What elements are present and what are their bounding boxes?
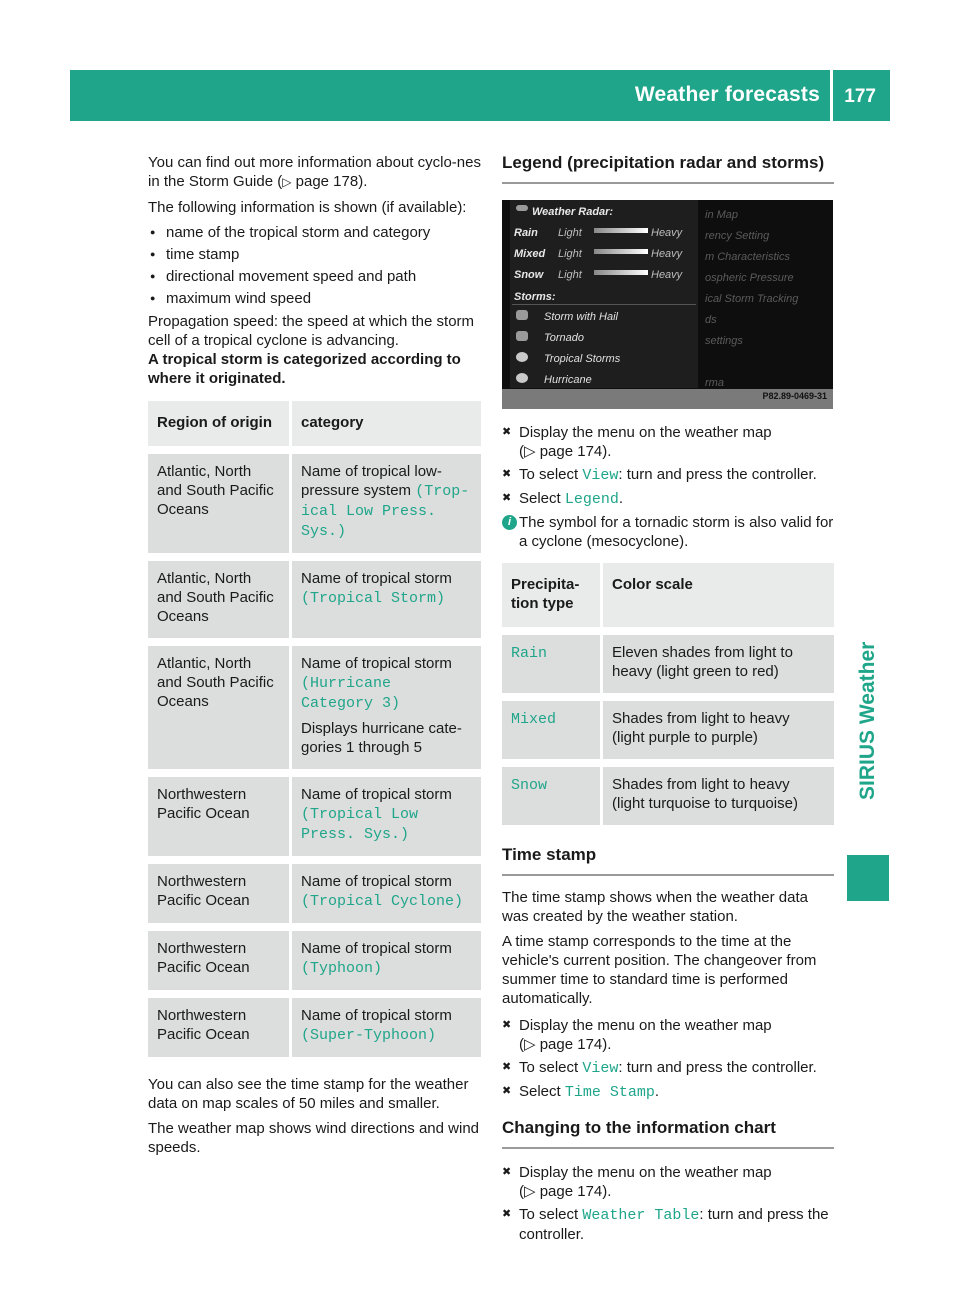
time-stamp-paragraph-2: A time stamp corresponds to the time at the vehicle's current position. The changeover from summer time to standard time is performed automatically. (502, 933, 817, 1007)
screen-storm-hail: Storm with Hail (544, 311, 618, 323)
category-cell (292, 923, 481, 990)
screen-rain-bar (594, 228, 648, 233)
outro-paragraph-2: The weather map shows wind directions and wind speeds. (148, 1120, 480, 1156)
screen-rain-heavy: Heavy (651, 227, 683, 239)
screen-right-item: ical Storm Tracking (705, 293, 799, 305)
step-text: Display the menu on the weather map (519, 1164, 772, 1181)
screen-rain-light: Light (558, 227, 582, 239)
step-page-ref: (▷ page 174). (519, 1036, 612, 1053)
info-chart-heading: Changing to the information chart (502, 1118, 834, 1149)
color-scale-table (502, 563, 834, 825)
step-menu-item: View (582, 1060, 619, 1077)
side-tab-label: SIRIUS Weather (856, 641, 879, 800)
screen-right-item: rency Setting (705, 230, 770, 242)
table-row (148, 856, 481, 923)
category-cell (292, 856, 481, 923)
page-ref-arrow-icon: ▷ (282, 175, 292, 189)
region-cell: Atlantic, North and South Pacific Oceans (148, 446, 292, 553)
instruction-step (502, 465, 834, 485)
weather-radar-screenshot (502, 200, 833, 409)
instruction-step (502, 1163, 834, 1201)
category-text: Name of tropical storm (301, 1007, 452, 1024)
hurricane-icon (516, 373, 528, 383)
info-note (502, 513, 834, 551)
screen-title-icon (516, 205, 528, 211)
page-number: 177 (844, 86, 876, 107)
color-scale-cell: Eleven shades from light to heavy (light green to red) (603, 627, 834, 693)
precip-type-code: Snow (511, 777, 548, 794)
screen-right-item: m Characteristics (705, 251, 790, 263)
step-text-after: : turn and press the controller. (618, 466, 817, 483)
screen-mixed-label: Mixed (514, 248, 546, 260)
bullet-item: ● maximum wind speed (148, 289, 481, 308)
left-column (148, 153, 481, 1163)
category-cell (292, 638, 481, 769)
category-code: (Typhoon) (301, 960, 383, 977)
step-text-after: : turn and press the controller. (618, 1059, 817, 1076)
screen-tropical-storms: Tropical Storms (544, 353, 621, 365)
screen-hurricane: Hurricane (544, 374, 592, 386)
category-text: Name of tropical low-pressure system (301, 463, 442, 499)
color-scale-cell: Shades from light to heavy (light purple to purple) (603, 693, 834, 759)
instruction-step (502, 1016, 834, 1054)
screen-snow-light: Light (558, 269, 582, 281)
precip-type-code: Rain (511, 645, 548, 662)
category-extra: Displays hurricane cate-gories 1 through 5 (301, 720, 462, 756)
step-text-after: . (654, 1083, 660, 1100)
category-code: (Trop‐ ical Low Press. Sys.) (301, 483, 470, 540)
category-code: (Tropical Low Press. Sys.) (301, 806, 419, 843)
bullet-item: ● time stamp (148, 245, 481, 264)
table-row (148, 446, 481, 553)
category-text: Name of tropical storm (301, 570, 452, 587)
category-code: (Super-Typhoon) (301, 1027, 437, 1044)
step-page-ref: (▷ page 174). (519, 443, 612, 460)
step-text: To select (519, 466, 583, 483)
time-stamp-heading: Time stamp (502, 845, 834, 876)
category-text: Name of tropical storm (301, 786, 452, 803)
screen-right-item: settings (705, 335, 743, 347)
region-table (148, 401, 481, 1057)
color-scale-header: Color scale (603, 563, 834, 627)
step-text-after: . (618, 490, 624, 507)
table-row (502, 759, 834, 825)
screen-right-item: rma (705, 377, 724, 389)
time-stamp-paragraph-1: The time stamp shows when the weather data was created by the weather station. (502, 889, 808, 925)
precip-type-cell (502, 693, 603, 759)
page-ref: page 178). (295, 173, 368, 190)
step-text: Display the menu on the weather map (519, 424, 772, 441)
screen-title: Weather Radar: (532, 206, 614, 218)
tropical-storm-icon (516, 352, 528, 362)
storm-hail-icon (516, 310, 528, 320)
category-cell (292, 769, 481, 856)
categorized-paragraph: A tropical storm is categorized according to where it originated. (148, 351, 461, 387)
category-text: Name of tropical storm (301, 873, 452, 890)
region-cell: Northwestern Pacific Ocean (148, 923, 292, 990)
intro-paragraph (148, 153, 481, 192)
region-cell: Atlantic, North and South Pacific Oceans (148, 553, 292, 638)
region-header: Region of origin (148, 401, 292, 446)
precip-type-cell (502, 627, 603, 693)
screen-mixed-light: Light (558, 248, 582, 260)
step-text: Select (519, 1083, 565, 1100)
instruction-step (502, 1205, 834, 1244)
figure-code: P82.89-0469-31 (762, 391, 827, 401)
screen-snow-bar (594, 270, 648, 275)
table-row (148, 769, 481, 856)
header-divider (830, 70, 833, 121)
region-cell: Northwestern Pacific Ocean (148, 856, 292, 923)
step-menu-item: Legend (564, 491, 619, 508)
region-cell: Atlantic, North and South Pacific Oceans (148, 638, 292, 769)
table-row (502, 693, 834, 759)
screen-divider (512, 304, 696, 305)
step-text: Select (519, 490, 565, 507)
page-header (70, 70, 890, 121)
bullet-item: ● directional movement speed and path (148, 267, 481, 286)
step-page-ref: (▷ page 174). (519, 1183, 612, 1200)
step-text: To select (519, 1206, 583, 1223)
instruction-step (502, 1058, 834, 1078)
info-text: The symbol for a tornadic storm is also valid for a cyclone (mesocyclone). (519, 514, 834, 550)
screen-right-item: in Map (705, 209, 739, 221)
screen-right-item: ds (705, 314, 717, 326)
step-text-after: : turn and press the controller. (519, 1206, 829, 1243)
color-scale-cell: Shades from light to heavy (light turquoise to turquoise) (603, 759, 834, 825)
table-row (148, 923, 481, 990)
side-tab (845, 420, 890, 800)
region-cell: Northwestern Pacific Ocean (148, 769, 292, 856)
table-row (502, 627, 834, 693)
category-header: category (292, 401, 481, 446)
category-text: Name of tropical storm (301, 655, 452, 672)
table-row (148, 638, 481, 769)
header-title: Weather forecasts (634, 83, 820, 106)
instruction-step (502, 1082, 834, 1102)
step-menu-item: Time Stamp (564, 1084, 655, 1101)
step-menu-item: Weather Table (582, 1207, 700, 1224)
instruction-step (502, 423, 834, 461)
table-row (148, 553, 481, 638)
screen-snow-label: Snow (514, 269, 544, 281)
screen-storms-title: Storms: (514, 291, 556, 303)
info-shown-paragraph: The following information is shown (if available): (148, 199, 467, 216)
category-code: (Tropical Storm) (301, 590, 446, 607)
step-menu-item: View (582, 467, 619, 484)
bullet-item: ● name of the tropical storm and category (148, 223, 481, 242)
tornado-icon (516, 331, 528, 341)
category-text: Name of tropical storm (301, 940, 452, 957)
precip-type-cell (502, 759, 603, 825)
precip-type-header: Precipita-tion type (502, 563, 603, 627)
screen-right-item: ospheric Pressure (705, 272, 794, 284)
legend-steps (502, 423, 834, 509)
screen-mixed-bar (594, 249, 648, 254)
category-cell (292, 553, 481, 638)
instruction-step (502, 489, 834, 509)
precip-type-code: Mixed (511, 711, 557, 728)
propagation-paragraph: Propagation speed: the speed at which the storm cell of a tropical cyclone is advancing. (148, 313, 475, 349)
right-column (502, 153, 834, 1248)
side-tab-block (847, 855, 889, 901)
screen-tornado: Tornado (544, 332, 584, 344)
step-text: Display the menu on the weather map (519, 1017, 772, 1034)
outro-paragraph-1: You can also see the time stamp for the weather data on map scales of 50 miles and smaller. (148, 1076, 469, 1112)
category-cell (292, 990, 481, 1057)
screen-mixed-heavy: Heavy (651, 248, 683, 260)
info-bullet-list (148, 223, 481, 308)
time-stamp-steps (502, 1016, 834, 1102)
category-cell (292, 446, 481, 553)
region-cell: Northwestern Pacific Ocean (148, 990, 292, 1057)
screen-snow-heavy: Heavy (651, 269, 683, 281)
intro-text: You can find out more information about cyclo-nes in the Storm Guide ( (148, 154, 481, 190)
step-text: To select (519, 1059, 583, 1076)
category-code: (Hurricane Category 3) (301, 675, 401, 712)
table-row (148, 990, 481, 1057)
category-code: (Tropical Cyclone) (301, 893, 464, 910)
info-chart-steps (502, 1163, 834, 1244)
info-icon: i (502, 515, 517, 530)
legend-heading: Legend (precipitation radar and storms) (502, 153, 834, 184)
screen-rain-label: Rain (514, 227, 538, 239)
